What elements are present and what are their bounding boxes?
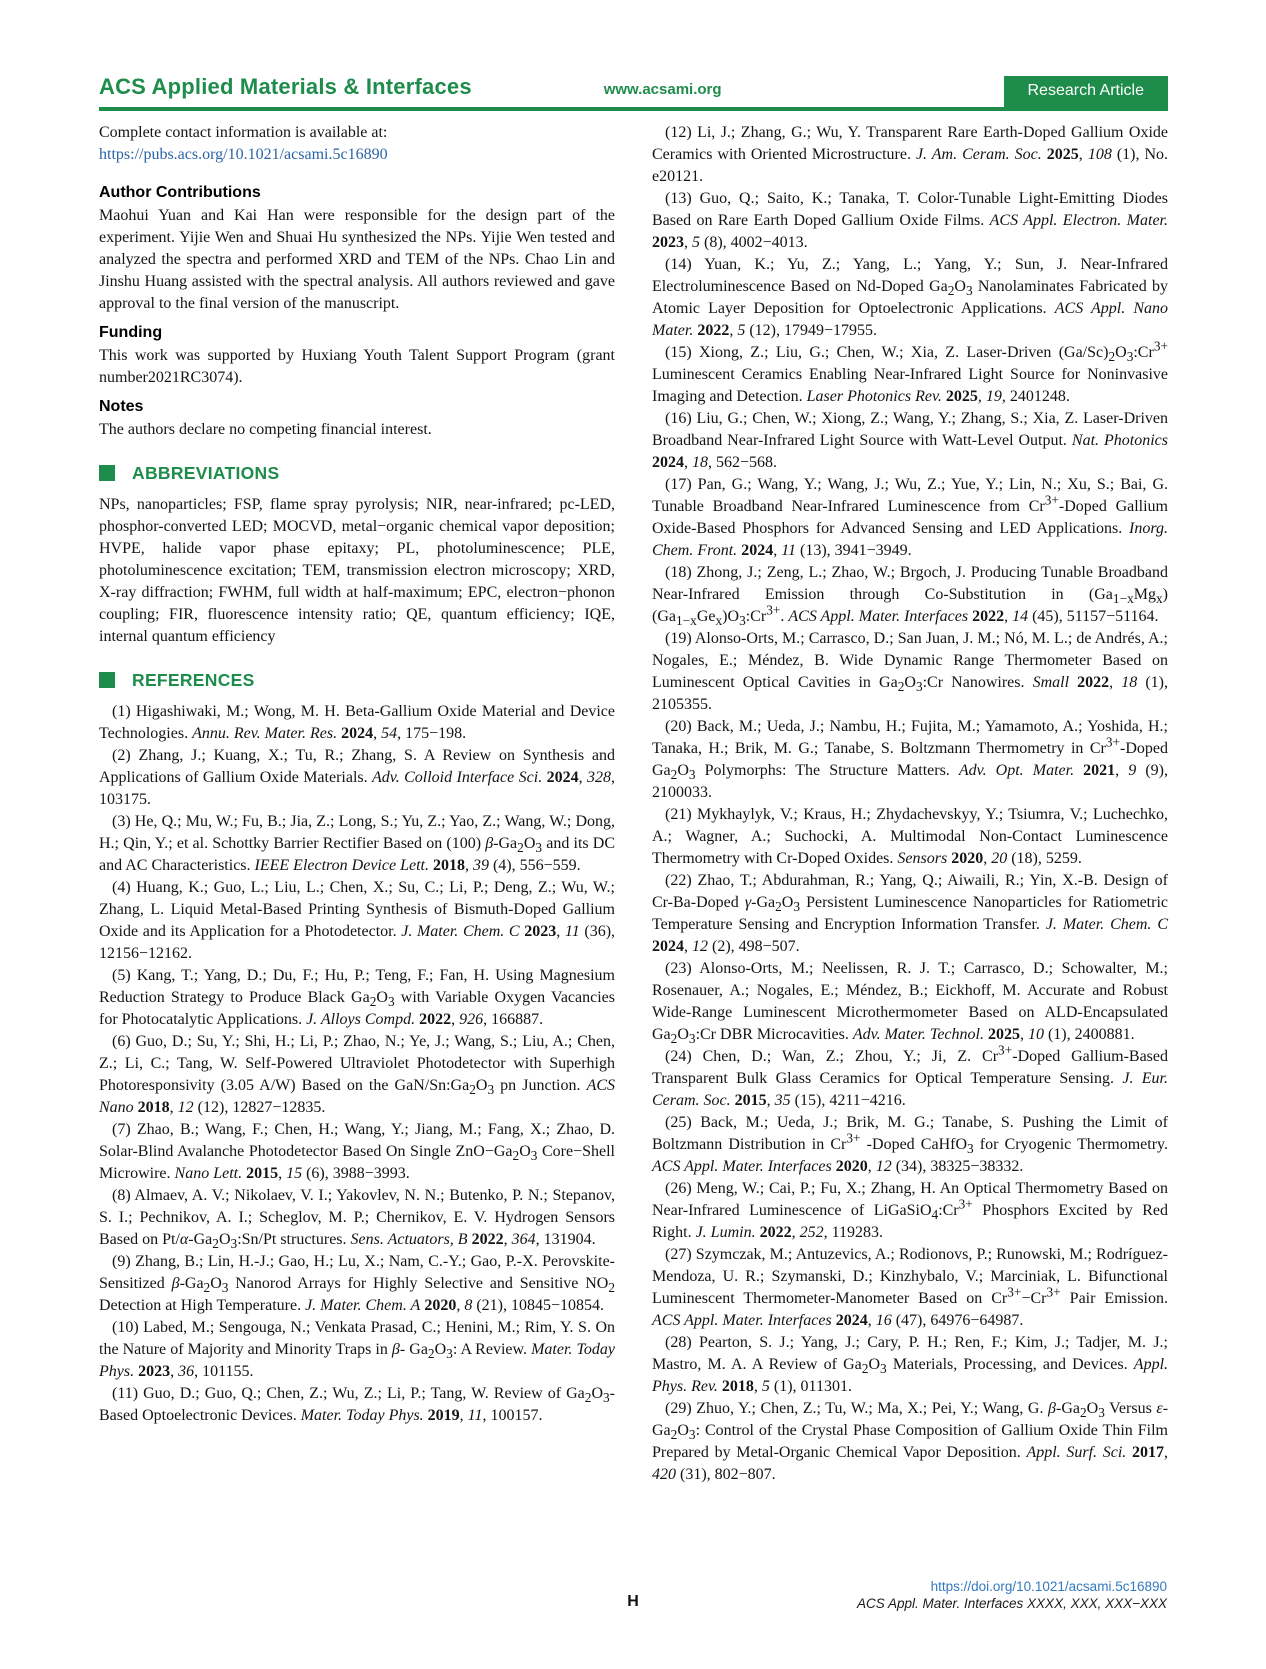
reference-item: (10) Labed, M.; Sengouga, N.; Venkata Prasad, C.; Henini, M.; Rim, Y. S. On the Nature of Majority and Minority Traps in β- $Ga_2O_3$: A Review. Mater. Today Phys. 2023, 36, 101155. (99, 1319, 616, 1381)
reference-item: (22) Zhao, T.; Abdurahman, R.; Yang, Q.; Aiwaili, R.; Yin, X.-B. Design of Cr-Ba-Doped $\gamma-Ga_2O_3$ Persistent Luminescence Nanoparticles for Ratiometric Temperature Sensing and Encryption Information Transfer. J. Mater. Chem. C 2024, 12 (2), 498−507. (652, 872, 1168, 955)
reference-item: (19) Alonso-Orts, M.; Carrasco, D.; San Juan, J. M.; Nó, M. L.; de Andrés, A.; Nogales, E.; Méndez, B. Wide Dynamic Range Thermometer Based on Luminescent Optical Cavities in $Ga_2O_3:Cr$ Nanowires. Small 2022, 18 (1), 2105355. (652, 630, 1169, 713)
reference-item: (12) Li, J.; Zhang, G.; Wu, Y. Transparent Rare Earth-Doped Gallium Oxide Ceramics with Oriented Microstructure. J. Am. Ceram. Soc. 2025, 108 (1), No. e20121. (652, 124, 1169, 185)
journal-website-link[interactable]: www.acsami.org (603, 81, 722, 98)
two-column-layout (99, 122, 1168, 1486)
right-column (652, 122, 1168, 1486)
abbreviations-text: NPs, nanoparticles; FSP, flame spray pyrolysis; NIR, near-infrared; pc-LED, phosphor-converted LED; MOCVD, metal−organic chemical vapor deposition; HVPE, halide vapor phase epitaxy; PL, photoluminescence; PLE, photoluminescence excitation; TEM, transmission electron microscopy; XRD, X-ray diffraction; FWHM, full width at half-maximum; EPC, electron−phonon coupling; FIR, fluorescence intensity ratio; QE, quantum efficiency; IQE, internal quantum efficiency (99, 496, 615, 646)
section-heading-references (99, 668, 615, 692)
contact-info-link[interactable]: https://pubs.acs.org/10.1021/acsami.5c16890 (99, 146, 388, 163)
reference-item: (11) Guo, D.; Guo, Q.; Chen, Z.; Wu, Z.; Li, P.; Tang, W. Review of $Ga_2O_3$-Based Optoelectronic Devices. Mater. Today Phys. 2019, 11, 100157. (99, 1385, 615, 1425)
reference-item: (16) Liu, G.; Chen, W.; Xiong, Z.; Wang, Y.; Zhang, S.; Xia, Z. Laser-Driven Broadband Near-Infrared Light Source with Watt-Level Output. Nat. Photonics 2024, 18, 562−568. (652, 410, 1168, 471)
page-header (99, 74, 1168, 111)
reference-item: (1) Higashiwaki, M.; Wong, M. H. Beta-Gallium Oxide Material and Device Technologies. Annu. Rev. Mater. Res. 2024, 54, 175−198. (99, 703, 615, 743)
section-square-icon (99, 465, 115, 481)
section-square-icon (99, 672, 115, 688)
heading-funding: Funding (99, 324, 163, 341)
heading-notes: Notes (99, 398, 144, 415)
journal-title: ACS Applied Materials & Interfaces (99, 74, 472, 99)
journal-citation: ACS Appl. Mater. Interfaces XXXX, XXX, XXX−XXX (856, 1596, 1167, 1612)
reference-item: (28) Pearton, S. J.; Yang, J.; Cary, P. H.; Ren, F.; Kim, J.; Tadjer, M. J.; Mastro, M. A. A Review of $Ga_2O_3$ Materials, Processing, and Devices. Appl. Phys. Rev. 2018, 5 (1), 011301. (652, 1334, 1169, 1395)
reference-item: (13) Guo, Q.; Saito, K.; Tanaka, T. Color-Tunable Light-Emitting Diodes Based on Rare Earth Doped Gallium Oxide Films. ACS Appl. Electron. Mater. 2023, 5 (8), 4002−4013. (652, 190, 1169, 251)
reference-item: (4) Huang, K.; Guo, L.; Liu, L.; Chen, X.; Su, C.; Li, P.; Deng, Z.; Wu, W.; Zhang, L. Liquid Metal-Based Printing Synthesis of Bismuth-Doped Gallium Oxide and its Application for a Photodetector. J. Mater. Chem. C 2023, 11 (36), 12156−12162. (99, 879, 616, 963)
reference-item: (29) Zhuo, Y.; Chen, Z.; Tu, W.; Ma, X.; Pei, Y.; Wang, G. $\beta-Ga_2O_3$ Versus $\varepsilon-Ga_2O_3$: Control of the Crystal Phase Composition of Gallium Oxide Thin Film Prepared by Metal-Organic Chemical Vapor Deposition. Appl. Surf. Sci. 2017, 420 (31), 802−807. (652, 1400, 1169, 1483)
references-heading-label: REFERENCES (132, 670, 255, 691)
reference-item: (9) Zhang, B.; Lin, H.-J.; Gao, H.; Lu, X.; Nam, C.-Y.; Gao, P.-X. Perovskite-Sensitized $\beta-Ga_2O_3$ Nanorod Arrays for Highly Selective and Sensitive $NO_2$ Detection at High Temperature. J. Mater. Chem. A 2020, 8 (21), 10845−10854. (99, 1253, 615, 1315)
reference-item: (8) Almaev, A. V.; Nikolaev, V. I.; Yakovlev, N. N.; Butenko, P. N.; Stepanov, S. I.; Pechnikov, A. I.; Scheglov, M. P.; Chernikov, E. V. Hydrogen Sensors Based on $Pt/\alpha-Ga_2O_3:Sn/Pt$ structures. Sens. Actuators, B 2022, 364, 131904. (99, 1187, 615, 1252)
footer-citation-block (857, 1578, 1167, 1613)
reference-item: (27) Szymczak, M.; Antuzevics, A.; Rodionovs, P.; Runowski, M.; Rodríguez-Mendoza, U. R.; Szymanski, D.; Kinzhybalo, V.; Marciniak, L. Bifunctional Luminescent Thermometer-Manometer Based on $Cr^{3+}-Cr^{3+}$ Pair Emission. ACS Appl. Mater. Interfaces 2024, 16 (47), 64976−64987. (652, 1246, 1168, 1329)
page-content (99, 74, 1168, 1486)
references-list-left (99, 701, 615, 1427)
funding-text: This work was supported by Huxiang Youth Talent Support Program (grant number2021RC3074). (99, 347, 615, 386)
reference-item: (26) Meng, W.; Cai, P.; Fu, X.; Zhang, H. An Optical Thermometry Based on Near-Infrared Luminescence of $LiGaSiO_4:Cr^{3+}$ Phosphors Excited by Red Right. J. Lumin. 2022, 252, 119283. (652, 1180, 1169, 1241)
reference-item: (5) Kang, T.; Yang, D.; Du, F.; Hu, P.; Teng, F.; Fan, H. Using Magnesium Reduction Strategy to Produce Black $Ga_2O_3$ with Variable Oxygen Vacancies for Photocatalytic Applications. J. Alloys Compd. 2022, 926, 166887. (99, 967, 616, 1029)
author-contributions-text: Maohui Yuan and Kai Han were responsible for the design part of the experiment. Yijie Wen and Shuai Hu synthesized the NPs. Yijie Wen tested and analyzed the spectra and performed XRD and TEM of the NPs. Chao Lin and Jinshu Huang assisted with the spectral analysis. All authors reviewed and gave approval to the final version of the manuscript. (99, 207, 615, 312)
reference-item: (24) Chen, D.; Wan, Z.; Zhou, Y.; Ji, Z. $Cr^{3+}$-Doped Gallium-Based Transparent Bulk Glass Ceramics for Optical Temperature Sensing. J. Eur. Ceram. Soc. 2015, 35 (15), 4211−4216. (652, 1042, 1169, 1109)
page-number: H (627, 1593, 639, 1610)
reference-item: (20) Back, M.; Ueda, J.; Nambu, H.; Fujita, M.; Yamamoto, A.; Yoshida, H.; Tanaka, H.; Brik, M. G.; Tanabe, S. Boltzmann Thermometry in $Cr^{3+}$-Doped $Ga_2O_3$ Polymorphs: The Structure Matters. Adv. Opt. Mater. 2021, 9 (9), 2100033. (652, 718, 1169, 801)
reference-item: (6) Guo, D.; Su, Y.; Shi, H.; Li, P.; Zhao, N.; Ye, J.; Wang, S.; Liu, A.; Chen, Z.; Li, C.; Tang, W. Self-Powered Ultraviolet Photodetector with Superhigh Photoresponsivity (3.05 A/W) Based on the GaN/$Sn:Ga_2O_3$ pn Junction. ACS Nano 2018, 12 (12), 12827−12835. (99, 1033, 616, 1117)
notes-text: The authors declare no competing financial interest. (99, 421, 432, 438)
reference-item: (23) Alonso-Orts, M.; Neelissen, R. J. T.; Carrasco, D.; Schowalter, M.; Rosenauer, A.; Nogales, E.; Méndez, B.; Eickhoff, M. Accurate and Robust Wide-Range Luminescent Microthermometer Based on ALD-Encapsulated $Ga_2O_3:Cr$ DBR Microcavities. Adv. Mater. Technol. 2025, 10 (1), 2400881. (652, 960, 1168, 1047)
references-list-right (652, 122, 1168, 1486)
reference-item: (14) Yuan, K.; Yu, Z.; Yang, L.; Yang, Y.; Sun, J. Near-Infrared Electroluminescence Based on Nd-Doped $Ga_2O_3$ Nanolaminates Fabricated by Atomic Layer Deposition for Optoelectronic Applications. ACS Appl. Nano Mater. 2022, 5 (12), 17949−17955. (652, 256, 1169, 339)
reference-item: (18) Zhong, J.; Zeng, L.; Zhao, W.; Brgoch, J. Producing Tunable Broadband Near-Infrared Emission through Co-Substitution in $(Ga_{1-x}Mg_x)(Ga_{1-x}Ge_x)O_3:Cr^{3+}$. ACS Appl. Mater. Interfaces 2022, 14 (45), 51157−51164. (652, 564, 1168, 629)
reference-item: (21) Mykhaylyk, V.; Kraus, H.; Zhydachevskyy, Y.; Tsiumra, V.; Luchechko, A.; Wagner, A.; Suchocki, A. Multimodal Non-Contact Luminescence Thermometry with Cr-Doped Oxides. Sensors 2020, 20 (18), 5259. (652, 806, 1168, 867)
reference-item: (25) Back, M.; Ueda, J.; Brik, M. G.; Tanabe, S. Pushing the Limit of Boltzmann Distribution in $Cr^{3+}$ -Doped CaHfO$_3$ for Cryogenic Thermometry. ACS Appl. Mater. Interfaces 2020, 12 (34), 38325−38332. (652, 1114, 1169, 1175)
left-column (99, 122, 615, 1486)
doi-link[interactable]: https://doi.org/10.1021/acsami.5c16890 (930, 1578, 1167, 1594)
contact-info-paragraph (99, 122, 615, 166)
reference-item: (3) He, Q.; Mu, W.; Fu, B.; Jia, Z.; Long, S.; Yu, Z.; Yao, Z.; Wang, W.; Dong, H.; Qin, Y.; et al. Schottky Barrier Rectifier Based on (100) $\beta-Ga_2O_3$ and its DC and AC Characteristics. IEEE Electron Device Lett. 2018, 39 (4), 556−559. (99, 813, 616, 875)
reference-item: (15) Xiong, Z.; Liu, G.; Chen, W.; Xia, Z. Laser-Driven $(Ga/Sc)_2O_3:Cr^{3+}$ Luminescent Ceramics Enabling Near-Infrared Light Source for Noninvasive Imaging and Detection. Laser Photonics Rev. 2025, 19, 2401248. (652, 338, 1168, 405)
reference-item: (17) Pan, G.; Wang, Y.; Wang, J.; Wu, Z.; Yue, Y.; Lin, N.; Xu, S.; Bai, G. Tunable Broadband Near-Infrared Luminescence from $Cr^{3+}$-Doped Gallium Oxide-Based Phosphors for Advanced Sensing and LED Applications. Inorg. Chem. Front. 2024, 11 (13), 3941−3949. (652, 476, 1168, 559)
reference-item: (2) Zhang, J.; Kuang, X.; Tu, R.; Zhang, S. A Review on Synthesis and Applications of Gallium Oxide Materials. Adv. Colloid Interface Sci. 2024, 328, 103175. (99, 747, 616, 809)
heading-author-contributions: Author Contributions (99, 184, 261, 201)
contact-info-text: Complete contact information is available at: (99, 124, 388, 141)
reference-item: (7) Zhao, B.; Wang, F.; Chen, H.; Wang, Y.; Jiang, M.; Fang, X.; Zhao, D. Solar-Blind Avalanche Photodetector Based On Single $ZnO-Ga_2O_3$ Core−Shell Microwire. Nano Lett. 2015, 15 (6), 3988−3993. (99, 1121, 616, 1183)
abbreviations-heading-label: ABBREVIATIONS (132, 463, 280, 483)
section-heading-abbreviations (99, 461, 615, 485)
article-type-badge: Research Article (1004, 76, 1169, 107)
